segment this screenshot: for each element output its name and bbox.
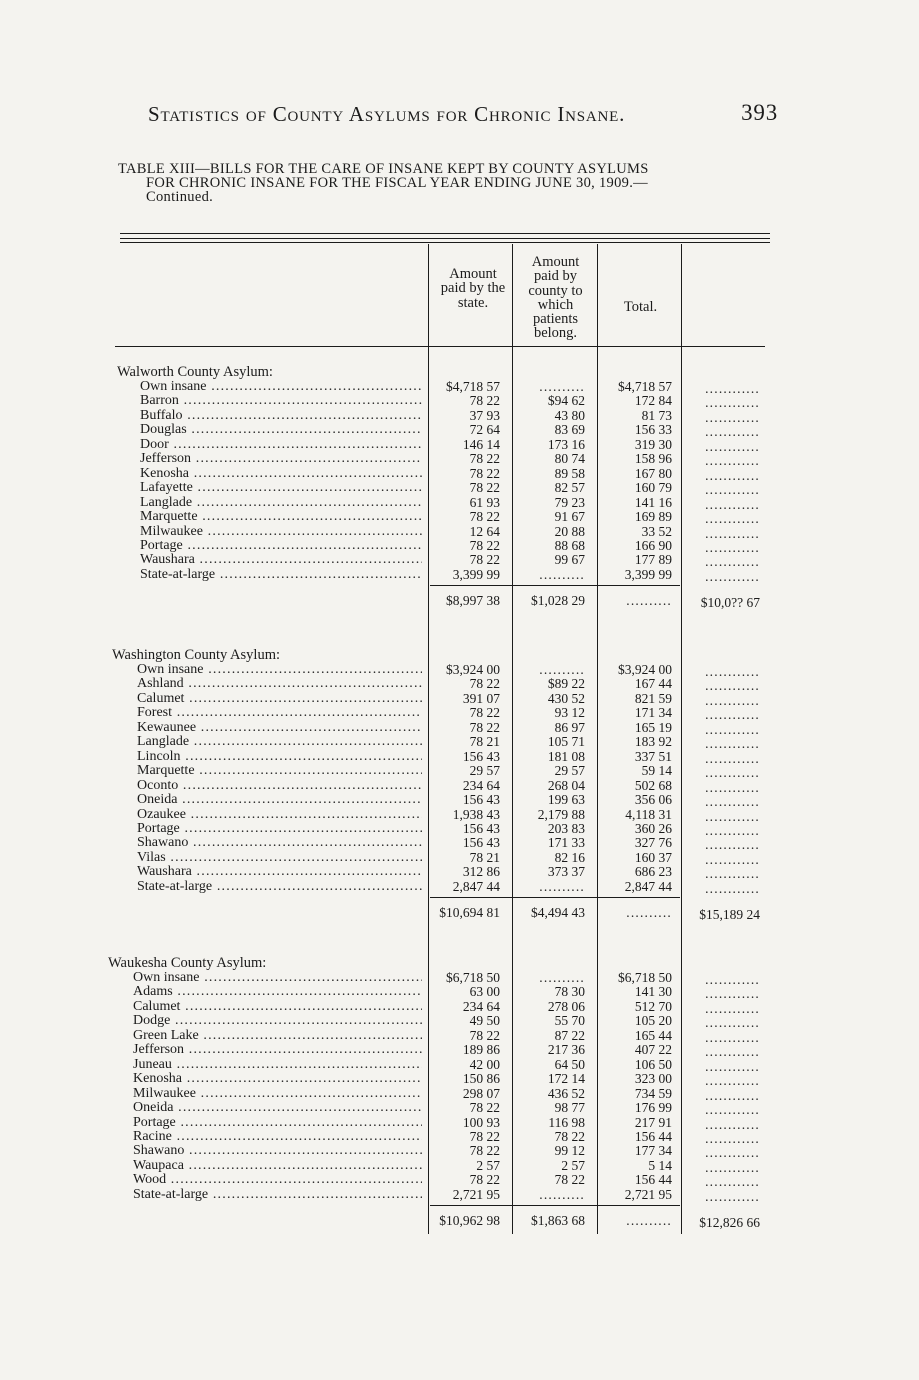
cell-total: 166 90 — [634, 537, 672, 553]
cell-total: 217 91 — [634, 1114, 672, 1130]
running-title: Statistics of County Asylums for Chronic Insane. — [148, 102, 626, 126]
section-title: Walworth County Asylum: — [117, 364, 273, 380]
cell-county: 78 22 — [554, 1128, 585, 1144]
cell-county: 64 50 — [554, 1056, 585, 1072]
row-name: Portage ..... — [137, 821, 422, 837]
row-name: Oneida ..... — [137, 792, 422, 808]
cell-grand-placeholder: ............ — [705, 1188, 760, 1204]
cell-total: 141 16 — [634, 494, 672, 510]
column-rule-4 — [681, 244, 682, 1234]
row-name: Kewaunee ..... — [137, 720, 422, 736]
cell-county: 217 36 — [547, 1042, 585, 1058]
cell-grand-placeholder: ............ — [705, 438, 760, 454]
page-number: 393 — [741, 100, 778, 125]
row-name: Waushara ..... — [140, 552, 422, 568]
cell-grand-placeholder: ............ — [705, 736, 760, 752]
cell-county: 430 52 — [547, 690, 585, 706]
head-rule — [115, 346, 765, 347]
row-name: Ozaukee ..... — [137, 807, 422, 823]
cell-state: 3,399 99 — [452, 566, 500, 582]
cell-county: 79 23 — [554, 494, 585, 510]
cell-state: 156 43 — [462, 748, 500, 764]
cell-grand-placeholder: ............ — [705, 409, 760, 425]
row-name: State-at-large ..... — [137, 879, 422, 895]
cell-state: 78 22 — [469, 1027, 500, 1043]
cell-total: 160 37 — [634, 849, 672, 865]
cell-county: 89 58 — [554, 465, 585, 481]
cell-state: 78 21 — [469, 849, 500, 865]
cell-grand-placeholder: ............ — [705, 539, 760, 555]
cell-state: 2 57 — [476, 1157, 500, 1173]
cell-total: 165 44 — [634, 1027, 672, 1043]
section-title: Washington County Asylum: — [112, 647, 281, 663]
cell-grand-placeholder: ............ — [705, 424, 760, 440]
cell-grand-placeholder: ............ — [705, 678, 760, 694]
row-name: Oneida ..... — [133, 1100, 422, 1116]
row-name: Dodge ..... — [133, 1013, 422, 1029]
cell-state: 2,721 95 — [452, 1186, 500, 1202]
cell-total: 156 44 — [634, 1128, 672, 1144]
cell-county: 203 83 — [547, 820, 585, 836]
cell-state: $4,718 57 — [446, 379, 500, 394]
cell-county: 91 67 — [554, 509, 585, 525]
cell-county: $89 22 — [547, 676, 585, 692]
cell-grand-placeholder: ............ — [705, 1044, 760, 1060]
row-name: Door ..... — [140, 437, 422, 453]
cell-state: 78 22 — [469, 480, 500, 496]
row-name: Wood ..... — [133, 1172, 422, 1188]
cell-county: .......... — [539, 878, 585, 894]
cell-county: 55 70 — [554, 1013, 585, 1029]
cell-grand-placeholder: ............ — [705, 750, 760, 766]
cell-grand-placeholder: ............ — [705, 866, 760, 882]
cell-grand-placeholder: ............ — [705, 395, 760, 411]
cell-county: 278 06 — [547, 998, 585, 1014]
cell-state: 156 43 — [462, 820, 500, 836]
row-name: Langlade ..... — [137, 734, 422, 750]
cell-state: 146 14 — [462, 436, 500, 452]
cell-total: 165 19 — [634, 719, 672, 735]
cell-county: 373 37 — [547, 864, 585, 880]
total-state: $8,997 38 — [446, 593, 500, 609]
row-name: Buffalo ..... — [140, 408, 422, 424]
col-head-county: Amount paid by county to which patients belong. — [528, 254, 583, 342]
cell-total: 156 33 — [634, 422, 672, 438]
cell-grand-placeholder: ............ — [705, 707, 760, 723]
cell-county: 20 88 — [554, 523, 585, 539]
cell-total: $4,718 57 — [618, 379, 672, 394]
cell-grand-placeholder: ............ — [705, 808, 760, 824]
cell-county: 2 57 — [561, 1157, 585, 1173]
total-grand: $15,189 24 — [699, 907, 760, 923]
cell-county: 93 12 — [554, 705, 585, 721]
cell-county: 83 69 — [554, 422, 585, 438]
cell-state: 189 86 — [462, 1042, 500, 1058]
cell-state: 78 22 — [469, 1172, 500, 1188]
cell-total: 327 76 — [634, 835, 672, 851]
cell-county: 436 52 — [547, 1085, 585, 1101]
cell-state: 78 21 — [469, 734, 500, 750]
cell-grand-placeholder: ............ — [705, 1116, 760, 1132]
cell-grand-placeholder: ............ — [705, 1102, 760, 1118]
cell-total: 156 44 — [634, 1172, 672, 1188]
cell-county: 43 80 — [554, 407, 585, 423]
cell-total: 319 30 — [634, 436, 672, 452]
cell-county: 88 68 — [554, 537, 585, 553]
cell-total: 502 68 — [634, 777, 672, 793]
cell-total: 2,847 44 — [624, 878, 672, 894]
cell-total: 3,399 99 — [624, 566, 672, 582]
total-county: $4,494 43 — [531, 905, 585, 921]
cell-total: 734 59 — [634, 1085, 672, 1101]
cell-total: 686 23 — [634, 864, 672, 880]
cell-state: 298 07 — [462, 1085, 500, 1101]
cell-grand-placeholder: ............ — [705, 837, 760, 853]
cell-total: 167 80 — [634, 465, 672, 481]
cell-county: .......... — [539, 566, 585, 582]
cell-total: 4,118 31 — [625, 806, 672, 822]
row-name: Marquette ..... — [140, 509, 422, 525]
row-name: Lafayette ..... — [140, 480, 422, 496]
row-name: Vilas ..... — [137, 850, 422, 866]
cell-state: 2,847 44 — [452, 878, 500, 894]
row-name: Waushara ..... — [137, 864, 422, 880]
total-total: .......... — [626, 905, 672, 921]
total-grand: $12,826 66 — [699, 1215, 760, 1231]
cell-state: 78 22 — [469, 552, 500, 568]
subtotal-rule — [430, 897, 680, 898]
cell-total: $6,718 50 — [618, 970, 672, 985]
cell-county: 82 57 — [554, 480, 585, 496]
cell-grand-placeholder: ............ — [705, 1145, 760, 1161]
cell-grand-placeholder: ............ — [705, 822, 760, 838]
cell-grand-placeholder: ............ — [705, 765, 760, 781]
cell-county: .......... — [539, 379, 585, 394]
cell-grand-placeholder: ............ — [705, 880, 760, 896]
cell-total: 512 70 — [634, 998, 672, 1014]
cell-grand-placeholder: ............ — [705, 496, 760, 512]
cell-county: 80 74 — [554, 451, 585, 467]
cell-total: 33 52 — [641, 523, 672, 539]
row-name: Lincoln ..... — [137, 749, 422, 765]
row-name: Forest ..... — [137, 705, 422, 721]
cell-total: $3,924 00 — [618, 662, 672, 677]
top-rule-triple — [120, 242, 770, 243]
cell-state: 72 64 — [469, 422, 500, 438]
row-name: Oconto ..... — [137, 778, 422, 794]
cell-state: 100 93 — [462, 1114, 500, 1130]
cell-grand-placeholder: ............ — [705, 972, 760, 987]
cell-total: 360 26 — [634, 820, 672, 836]
cell-state: 78 22 — [469, 537, 500, 553]
cell-county: .......... — [539, 970, 585, 985]
cell-grand-placeholder: ............ — [705, 1000, 760, 1016]
cell-county: 105 71 — [547, 734, 585, 750]
subtotal-rule — [430, 1205, 680, 1206]
cell-state: 37 93 — [469, 407, 500, 423]
row-name: Own insane ..... — [133, 970, 422, 986]
row-name: Kenosha ..... — [133, 1071, 422, 1087]
cell-state: 78 22 — [469, 719, 500, 735]
cell-state: 78 22 — [469, 1100, 500, 1116]
cell-county: $94 62 — [547, 393, 585, 409]
cell-county: 29 57 — [554, 763, 585, 779]
cell-total: 323 00 — [634, 1071, 672, 1087]
caption-line-3: Continued. — [146, 189, 214, 205]
cell-grand-placeholder: ............ — [705, 779, 760, 795]
caption-line-2: FOR CHRONIC INSANE FOR THE FISCAL YEAR ENDING JUNE 30, 1909.— — [146, 175, 648, 191]
cell-total: 177 34 — [634, 1143, 672, 1159]
row-name: Own insane ..... — [140, 379, 422, 395]
cell-total: 106 50 — [634, 1056, 672, 1072]
cell-state: 78 22 — [469, 451, 500, 467]
cell-county: 99 67 — [554, 552, 585, 568]
cell-grand-placeholder: ............ — [705, 664, 760, 679]
cell-state: 12 64 — [469, 523, 500, 539]
cell-county: 87 22 — [554, 1027, 585, 1043]
row-name: Calumet ..... — [133, 999, 422, 1015]
cell-grand-placeholder: ............ — [705, 453, 760, 469]
top-rule-double — [120, 238, 770, 239]
cell-total: 176 99 — [634, 1100, 672, 1116]
row-name: State-at-large ..... — [140, 567, 422, 583]
row-name: Shawano ..... — [133, 1143, 422, 1159]
cell-county: 78 22 — [554, 1172, 585, 1188]
row-name: Green Lake ..... — [133, 1028, 422, 1044]
cell-state: 49 50 — [469, 1013, 500, 1029]
cell-total: 81 73 — [641, 407, 672, 423]
cell-state: 63 00 — [469, 984, 500, 1000]
cell-total: 167 44 — [634, 676, 672, 692]
cell-total: 821 59 — [634, 690, 672, 706]
cell-grand-placeholder: ............ — [705, 1174, 760, 1190]
cell-county: .......... — [539, 662, 585, 677]
cell-state: 391 07 — [462, 690, 500, 706]
cell-county: 171 33 — [547, 835, 585, 851]
cell-state: 42 00 — [469, 1056, 500, 1072]
total-state: $10,694 81 — [439, 905, 500, 921]
cell-grand-placeholder: ............ — [705, 482, 760, 498]
cell-total: 337 51 — [634, 748, 672, 764]
total-county: $1,863 68 — [531, 1213, 585, 1229]
total-county: $1,028 29 — [531, 593, 585, 609]
cell-state: 61 93 — [469, 494, 500, 510]
cell-grand-placeholder: ............ — [705, 525, 760, 541]
cell-county: 86 97 — [554, 719, 585, 735]
cell-county: 172 14 — [547, 1071, 585, 1087]
cell-county: 2,179 88 — [537, 806, 585, 822]
cell-county: 98 77 — [554, 1100, 585, 1116]
cell-total: 171 34 — [634, 705, 672, 721]
cell-county: .......... — [539, 1186, 585, 1202]
page-header — [148, 98, 778, 134]
row-name: Racine ..... — [133, 1129, 422, 1145]
cell-total: 177 89 — [634, 552, 672, 568]
row-name: Jefferson ..... — [140, 451, 422, 467]
cell-total: 105 20 — [634, 1013, 672, 1029]
cell-state: 312 86 — [462, 864, 500, 880]
row-name: Shawano ..... — [137, 835, 422, 851]
cell-grand-placeholder: ............ — [705, 381, 760, 396]
cell-state: $3,924 00 — [446, 662, 500, 677]
cell-state: 234 64 — [462, 998, 500, 1014]
cell-grand-placeholder: ............ — [705, 467, 760, 483]
cell-state: 156 43 — [462, 835, 500, 851]
cell-grand-placeholder: ............ — [705, 1159, 760, 1175]
cell-total: 59 14 — [641, 763, 672, 779]
cell-grand-placeholder: ............ — [705, 986, 760, 1002]
cell-grand-placeholder: ............ — [705, 511, 760, 527]
cell-total: 160 79 — [634, 480, 672, 496]
cell-grand-placeholder: ............ — [705, 1058, 760, 1074]
cell-county: 173 16 — [547, 436, 585, 452]
total-state: $10,962 98 — [439, 1213, 500, 1229]
cell-total: 172 84 — [634, 393, 672, 409]
cell-state: 29 57 — [469, 763, 500, 779]
row-name: Portage ..... — [140, 538, 422, 554]
cell-grand-placeholder: ............ — [705, 554, 760, 570]
row-name: Barron ..... — [140, 393, 422, 409]
cell-county: 116 98 — [548, 1114, 585, 1130]
col-head-state: Amount paid by the state. — [440, 266, 506, 311]
row-name: Jefferson ..... — [133, 1042, 422, 1058]
row-name: Ashland ..... — [137, 676, 422, 692]
row-name: Marquette ..... — [137, 763, 422, 779]
cell-county: 199 63 — [547, 792, 585, 808]
cell-state: 1,938 43 — [452, 806, 500, 822]
cell-grand-placeholder: ............ — [705, 568, 760, 584]
row-name: Waupaca ..... — [133, 1158, 422, 1174]
cell-state: $6,718 50 — [446, 970, 500, 985]
row-name: Milwaukee ..... — [133, 1086, 422, 1102]
top-rule — [120, 233, 770, 234]
row-name: Milwaukee ..... — [140, 524, 422, 540]
row-name: Adams ..... — [133, 984, 422, 1000]
caption-line-1: TABLE XIII—BILLS FOR THE CARE OF INSANE KEPT BY COUNTY ASYLUMS — [118, 161, 649, 177]
cell-state: 78 22 — [469, 393, 500, 409]
cell-total: 183 92 — [634, 734, 672, 750]
cell-grand-placeholder: ............ — [705, 692, 760, 708]
cell-grand-placeholder: ............ — [705, 1130, 760, 1146]
cell-county: 181 08 — [547, 748, 585, 764]
cell-state: 78 22 — [469, 465, 500, 481]
cell-grand-placeholder: ............ — [705, 794, 760, 810]
cell-county: 268 04 — [547, 777, 585, 793]
cell-grand-placeholder: ............ — [705, 1073, 760, 1089]
cell-grand-placeholder: ............ — [705, 1087, 760, 1103]
cell-total: 5 14 — [648, 1157, 672, 1173]
cell-state: 78 22 — [469, 1143, 500, 1159]
total-total: .......... — [626, 593, 672, 609]
row-name: Langlade ..... — [140, 495, 422, 511]
cell-state: 150 86 — [462, 1071, 500, 1087]
cell-county: 82 16 — [554, 849, 585, 865]
cell-state: 78 22 — [469, 676, 500, 692]
row-name: Kenosha ..... — [140, 466, 422, 482]
cell-grand-placeholder: ............ — [705, 851, 760, 867]
cell-total: 356 06 — [634, 792, 672, 808]
cell-state: 78 22 — [469, 705, 500, 721]
cell-total: 158 96 — [634, 451, 672, 467]
table-caption — [118, 162, 773, 204]
section-title: Waukesha County Asylum: — [108, 955, 267, 971]
cell-state: 156 43 — [462, 792, 500, 808]
row-name: Portage ..... — [133, 1115, 422, 1131]
cell-grand-placeholder: ............ — [705, 1029, 760, 1045]
cell-total: 407 22 — [634, 1042, 672, 1058]
row-name: Juneau ..... — [133, 1057, 422, 1073]
row-name: Own insane ..... — [137, 662, 422, 678]
row-name: State-at-large ..... — [133, 1187, 422, 1203]
cell-total: 169 89 — [634, 509, 672, 525]
cell-state: 234 64 — [462, 777, 500, 793]
col-head-total: Total. — [623, 299, 658, 315]
subtotal-rule — [430, 585, 680, 586]
cell-total: 141 30 — [634, 984, 672, 1000]
cell-county: 78 30 — [554, 984, 585, 1000]
cell-grand-placeholder: ............ — [705, 721, 760, 737]
cell-county: 99 12 — [554, 1143, 585, 1159]
row-name: Douglas ..... — [140, 422, 422, 438]
total-total: .......... — [626, 1213, 672, 1229]
cell-total: 2,721 95 — [624, 1186, 672, 1202]
cell-grand-placeholder: ............ — [705, 1015, 760, 1031]
total-grand: $10,0?? 67 — [700, 595, 760, 611]
cell-state: 78 22 — [469, 1128, 500, 1144]
row-name: Calumet ..... — [137, 691, 422, 707]
cell-state: 78 22 — [469, 509, 500, 525]
